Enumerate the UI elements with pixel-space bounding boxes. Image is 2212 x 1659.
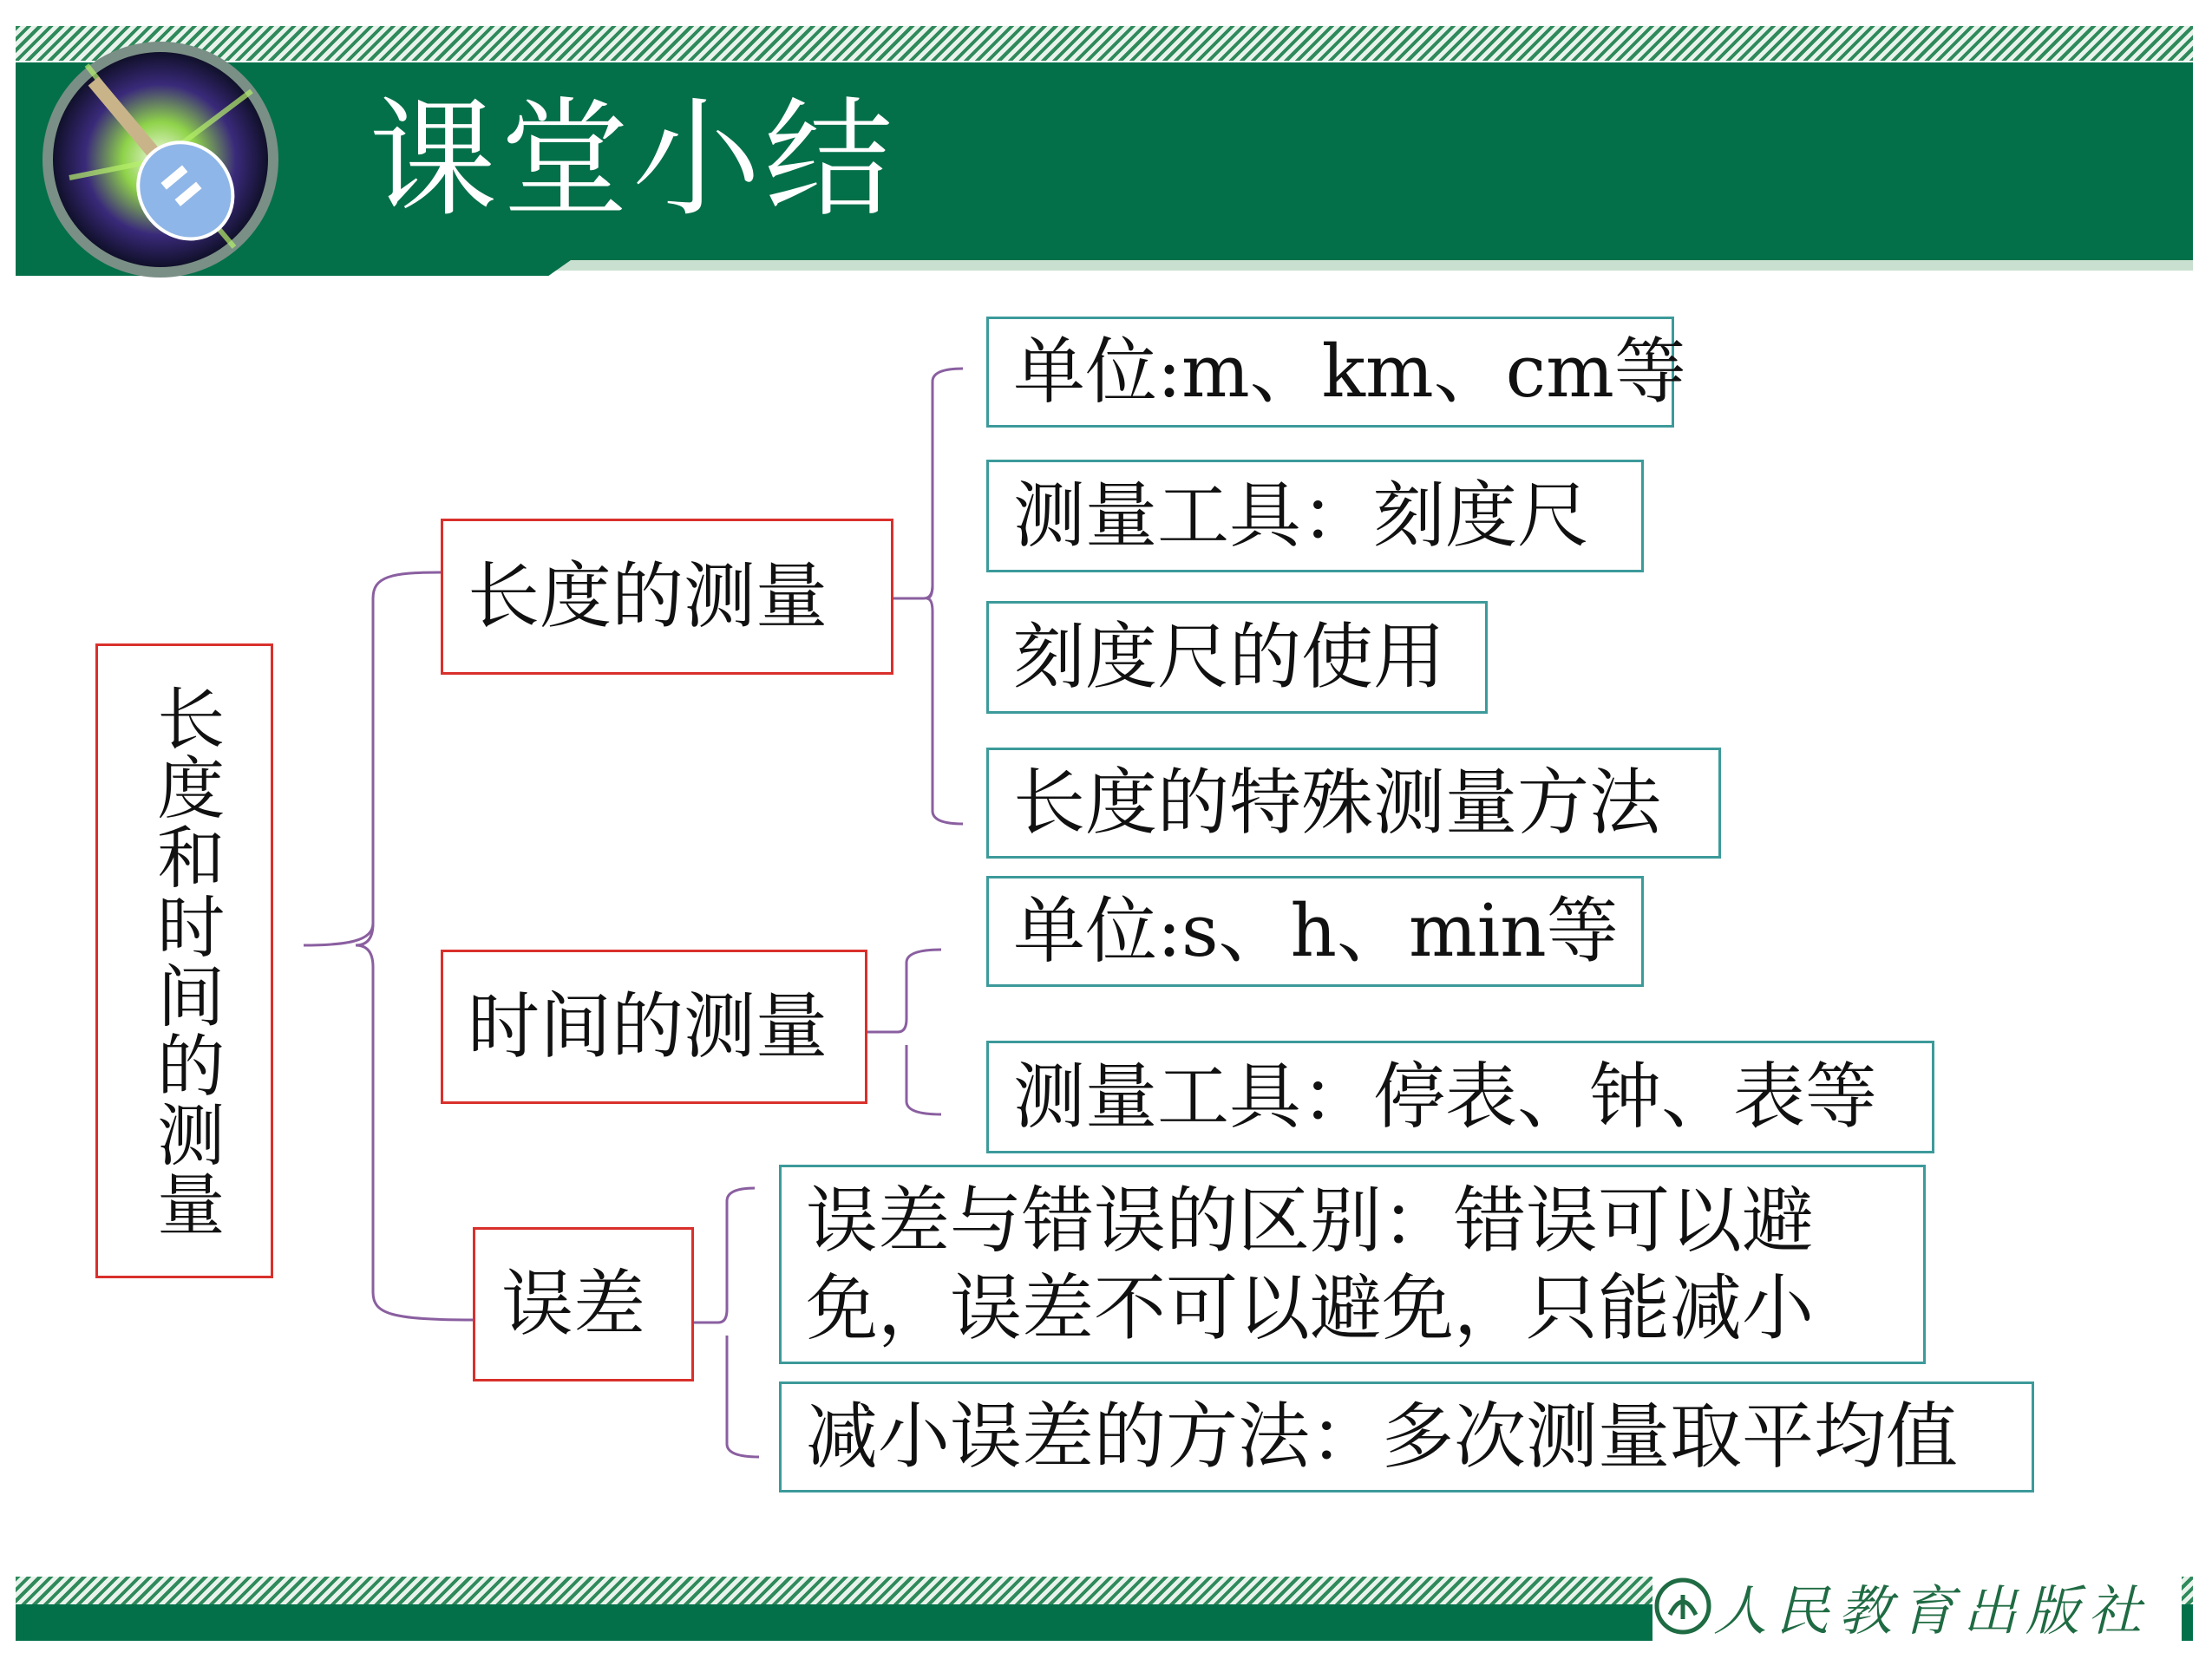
root-topic-box xyxy=(95,643,273,1278)
branch-length-box xyxy=(441,519,893,675)
special-method-box xyxy=(986,748,1721,859)
publisher-logo xyxy=(1652,1571,2182,1641)
length-unit-box xyxy=(986,317,1686,428)
branch-error-box xyxy=(473,1227,694,1381)
special-method-text: 长度的特殊测量方法 xyxy=(1013,761,1661,846)
time-tool-box xyxy=(986,1041,1934,1153)
time-unit-box xyxy=(986,876,1644,987)
length-tool-text: 测量工具：刻度尺 xyxy=(1013,474,1589,558)
branch-time-box xyxy=(441,950,867,1104)
ruler-usage-text: 刻度尺的使用 xyxy=(1013,615,1445,700)
publisher-name: 人民教育出版社 xyxy=(1713,1578,2151,1643)
time-tool-text: 测量工具：停表、钟、表等 xyxy=(1013,1055,1877,1140)
error-vs-mistake-box xyxy=(779,1165,1926,1364)
branch-length-label: 长度的测量 xyxy=(468,554,828,639)
length-tool-box xyxy=(986,460,1644,572)
time-unit-text: 单位:s、h、min等 xyxy=(1013,889,1619,974)
reduce-error-box xyxy=(779,1381,2034,1492)
publisher-emblem-icon xyxy=(1652,1576,1713,1636)
error-vs-mistake-text: 误差与错误的区别：错误可以避免，误差不可以避免，只能减小 xyxy=(806,1178,1814,1350)
page-title: 课堂小结 xyxy=(369,85,896,234)
length-unit-text: 单位:m、km、cm等 xyxy=(1013,330,1686,415)
reduce-error-text: 减小误差的方法：多次测量取平均值 xyxy=(806,1394,1958,1479)
branch-error-label: 误差 xyxy=(501,1262,645,1347)
ruler-usage-box xyxy=(986,601,1488,714)
root-topic-label: 长度和时间的测量 xyxy=(146,683,225,1238)
branch-time-label: 时间的测量 xyxy=(468,984,828,1069)
